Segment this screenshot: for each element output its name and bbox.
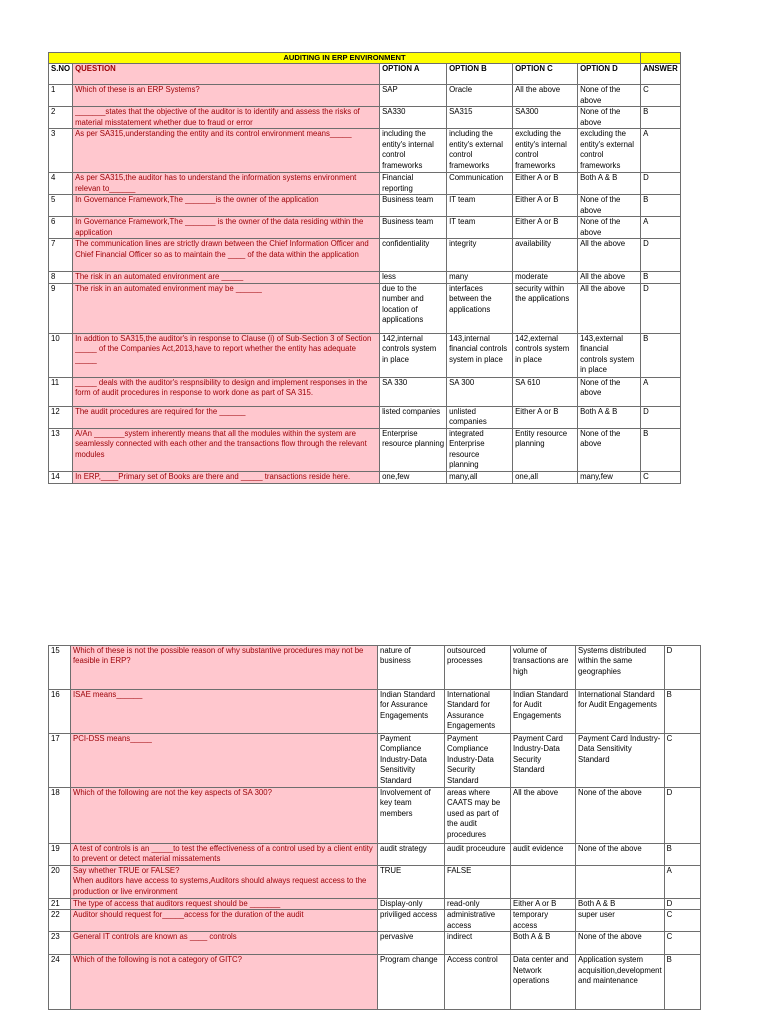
cell-sno[interactable]: 11 — [49, 377, 73, 406]
cell-option-a[interactable]: priviliged access — [378, 910, 445, 932]
cell-question[interactable]: Which of the following are not the key aspects of SA 300? — [71, 788, 378, 844]
cell-option-c[interactable]: Payment Card Industry-Data Security Standard — [511, 734, 576, 788]
cell-option-a[interactable]: Program change — [378, 955, 445, 1010]
cell-question[interactable]: As per SA315,the auditor has to understand the information systems environment relevan to______ — [73, 173, 380, 195]
cell-option-c[interactable]: audit evidence — [511, 844, 576, 866]
cell-option-d[interactable]: None of the above — [576, 844, 665, 866]
cell-option-d[interactable]: excluding the entity's external control frameworks — [578, 129, 641, 173]
table-row — [49, 646, 701, 690]
cell-option-d[interactable] — [576, 866, 665, 899]
cell-question[interactable]: _______states that the objective of the auditor is to identify and assess the risks of material misstatement whether due to fraud or error — [73, 107, 380, 129]
cell-sno[interactable]: 13 — [49, 428, 73, 471]
table-row — [49, 899, 701, 910]
table-row — [49, 272, 681, 283]
cell-option-a[interactable]: due to the number and location of applications — [380, 283, 447, 333]
cell-question[interactable]: Which of the following is not a category of GITC? — [71, 955, 378, 1010]
cell-option-c[interactable] — [511, 866, 576, 899]
table-row — [49, 690, 701, 734]
table-row — [49, 428, 681, 471]
table-row — [49, 844, 701, 866]
cell-option-b[interactable]: IT team — [447, 217, 513, 239]
cell-option-b[interactable]: SA315 — [447, 107, 513, 129]
header-option-d[interactable]: OPTION D — [578, 64, 641, 85]
cell-option-a[interactable]: audit strategy — [378, 844, 445, 866]
cell-answer[interactable]: B — [641, 272, 681, 283]
cell-option-a[interactable]: Business team — [380, 195, 447, 217]
title-fill — [641, 53, 681, 64]
cell-question[interactable]: The type of access that auditors request should be _______ — [71, 899, 378, 910]
cell-option-a[interactable]: Payment Compliance Industry-Data Sensitivity Standard — [378, 734, 445, 788]
cell-option-b[interactable]: IT team — [447, 195, 513, 217]
cell-option-d[interactable]: None of the above — [578, 377, 641, 406]
cell-answer[interactable]: D — [664, 899, 700, 910]
cell-answer[interactable]: D — [664, 788, 700, 844]
cell-question[interactable]: The risk in an automated environment are _____ — [73, 272, 380, 283]
cell-question[interactable]: In addtion to SA315,the auditor's in response to Clause (i) of Sub-Section 3 of Section _____ of the Companies Act,2013,have to report whether the entity has adequate _____ — [73, 333, 380, 377]
cell-sno[interactable]: 2 — [49, 107, 73, 129]
cell-answer[interactable]: A — [641, 377, 681, 406]
cell-option-b[interactable]: many,all — [447, 471, 513, 483]
cell-answer[interactable]: A — [641, 217, 681, 239]
cell-answer[interactable]: B — [641, 428, 681, 471]
table-row — [49, 107, 681, 129]
table-row — [49, 333, 681, 377]
cell-option-a[interactable]: Enterprise resource planning — [380, 428, 447, 471]
cell-question[interactable]: The audit procedures are required for the ______ — [73, 406, 380, 428]
cell-option-d[interactable]: Systems distributed within the same geographies — [576, 646, 665, 690]
cell-sno[interactable]: 8 — [49, 272, 73, 283]
cell-option-b[interactable]: outsourced processes — [445, 646, 511, 690]
cell-option-d[interactable]: Both A & B — [578, 406, 641, 428]
cell-sno[interactable]: 12 — [49, 406, 73, 428]
cell-option-a[interactable]: nature of business — [378, 646, 445, 690]
cell-answer[interactable]: D — [641, 173, 681, 195]
cell-answer[interactable]: B — [664, 844, 700, 866]
cell-option-a[interactable]: confidentiality — [380, 239, 447, 272]
cell-answer[interactable]: C — [664, 932, 700, 955]
cell-option-c[interactable]: volume of transactions are high — [511, 646, 576, 690]
cell-option-a[interactable]: SA 330 — [380, 377, 447, 406]
cell-option-a[interactable]: 142,internal controls system in place — [380, 333, 447, 377]
cell-option-b[interactable]: read-only — [445, 899, 511, 910]
cell-answer[interactable]: D — [664, 646, 700, 690]
cell-option-d[interactable]: None of the above — [576, 932, 665, 955]
cell-option-b[interactable]: SA 300 — [447, 377, 513, 406]
table-row — [49, 195, 681, 217]
cell-option-a[interactable]: pervasive — [378, 932, 445, 955]
table-row — [49, 955, 701, 1010]
header-option-c[interactable]: OPTION C — [513, 64, 578, 85]
table-row — [49, 173, 681, 195]
cell-question[interactable]: Which of these is an ERP Systems? — [73, 85, 380, 107]
cell-sno[interactable]: 15 — [49, 646, 71, 690]
cell-option-b[interactable]: Access control — [445, 955, 511, 1010]
cell-option-d[interactable]: None of the above — [578, 195, 641, 217]
cell-option-c[interactable]: 142,external controls system in place — [513, 333, 578, 377]
cell-option-b[interactable]: 143,internal financial controls system in place — [447, 333, 513, 377]
header-sno[interactable]: S.NO — [49, 64, 73, 85]
cell-option-b[interactable]: Payment Compliance Industry-Data Security Standard — [445, 734, 511, 788]
header-answer[interactable]: ANSWER — [641, 64, 681, 85]
table-row — [49, 217, 681, 239]
cell-option-c[interactable]: one,all — [513, 471, 578, 483]
cell-option-a[interactable]: listed companies — [380, 406, 447, 428]
question-table-part2 — [48, 645, 701, 1010]
cell-option-c[interactable]: moderate — [513, 272, 578, 283]
cell-sno[interactable]: 10 — [49, 333, 73, 377]
cell-option-b[interactable]: integrity — [447, 239, 513, 272]
table-row — [49, 377, 681, 406]
cell-question[interactable]: ISAE means______ — [71, 690, 378, 734]
cell-answer[interactable]: C — [641, 85, 681, 107]
cell-option-a[interactable]: including the entity's internal control frameworks — [380, 129, 447, 173]
cell-option-a[interactable]: one,few — [380, 471, 447, 483]
cell-option-a[interactable]: Financial reporting — [380, 173, 447, 195]
header-option-b[interactable]: OPTION B — [447, 64, 513, 85]
cell-option-b[interactable]: including the entity's external control frameworks — [447, 129, 513, 173]
cell-option-d[interactable]: None of the above — [578, 85, 641, 107]
cell-answer[interactable]: D — [641, 283, 681, 333]
cell-sno[interactable]: 22 — [49, 910, 71, 932]
cell-question[interactable]: In Governance Framework,The _______ is the owner of the data residing within the application — [73, 217, 380, 239]
cell-option-d[interactable]: many,few — [578, 471, 641, 483]
cell-option-a[interactable]: Display-only — [378, 899, 445, 910]
cell-question[interactable]: A/An _______system inherently means that all the modules within the system are seamlessly connected with each other and the transactions flow through the relevant modules — [73, 428, 380, 471]
cell-sno[interactable]: 14 — [49, 471, 73, 483]
cell-option-d[interactable]: All the above — [578, 239, 641, 272]
cell-answer[interactable]: C — [664, 734, 700, 788]
cell-option-b[interactable]: interfaces between the applications — [447, 283, 513, 333]
cell-sno[interactable]: 16 — [49, 690, 71, 734]
cell-option-b[interactable]: many — [447, 272, 513, 283]
cell-option-d[interactable]: None of the above — [578, 217, 641, 239]
cell-sno[interactable]: 9 — [49, 283, 73, 333]
cell-sno[interactable]: 19 — [49, 844, 71, 866]
cell-question[interactable]: Auditor should request for_____access for the duration of the audit — [71, 910, 378, 932]
cell-option-d[interactable]: None of the above — [578, 428, 641, 471]
cell-question[interactable]: A test of controls is an _____to test the effectiveness of a control used by a client entity to prevent or detect material missatements — [71, 844, 378, 866]
cell-sno[interactable]: 3 — [49, 129, 73, 173]
cell-option-c[interactable]: Either A or B — [513, 217, 578, 239]
cell-answer[interactable]: D — [641, 239, 681, 272]
cell-option-b[interactable]: audit proceudure — [445, 844, 511, 866]
cell-option-b[interactable]: Oracle — [447, 85, 513, 107]
cell-answer[interactable]: C — [664, 910, 700, 932]
cell-option-d[interactable]: 143,external financial controls system in place — [578, 333, 641, 377]
cell-option-a[interactable]: Involvement of key team members — [378, 788, 445, 844]
cell-option-b[interactable]: FALSE — [445, 866, 511, 899]
cell-option-d[interactable]: None of the above — [578, 107, 641, 129]
cell-sno[interactable]: 24 — [49, 955, 71, 1010]
cell-option-c[interactable]: Either A or B — [513, 195, 578, 217]
cell-option-b[interactable]: areas where CAATS may be used as part of the audit procedures — [445, 788, 511, 844]
cell-sno[interactable]: 20 — [49, 866, 71, 899]
cell-question[interactable]: The communication lines are strictly drawn between the Chief Information Officer and Chief Financial Officer so as to maintain the ____ of the data within the application — [73, 239, 380, 272]
cell-answer[interactable]: B — [664, 955, 700, 1010]
cell-answer[interactable]: B — [641, 195, 681, 217]
table-row — [49, 734, 701, 788]
cell-option-a[interactable]: SA330 — [380, 107, 447, 129]
cell-option-c[interactable]: All the above — [511, 788, 576, 844]
cell-question[interactable]: General IT controls are known as ____ controls — [71, 932, 378, 955]
cell-option-c[interactable]: Both A & B — [511, 932, 576, 955]
cell-option-c[interactable]: Either A or B — [513, 173, 578, 195]
cell-option-a[interactable]: Indian Standard for Assurance Engagements — [378, 690, 445, 734]
cell-answer[interactable]: B — [641, 107, 681, 129]
header-option-a[interactable]: OPTION A — [380, 64, 447, 85]
cell-answer[interactable]: B — [641, 333, 681, 377]
cell-option-c[interactable]: SA 610 — [513, 377, 578, 406]
cell-option-b[interactable]: unlisted companies — [447, 406, 513, 428]
cell-option-b[interactable]: indirect — [445, 932, 511, 955]
cell-option-a[interactable]: less — [380, 272, 447, 283]
cell-option-c[interactable]: excluding the entity's internal control frameworks — [513, 129, 578, 173]
cell-question[interactable]: In ERP,____Primary set of Books are there and _____ transactions reside here. — [73, 471, 380, 483]
cell-question[interactable]: Say whether TRUE or FALSE? When auditors have access to systems,Auditors should always request access to the production or live environment — [71, 866, 378, 899]
header-row — [49, 64, 681, 85]
cell-option-a[interactable]: Business team — [380, 217, 447, 239]
cell-sno[interactable]: 18 — [49, 788, 71, 844]
cell-option-c[interactable]: Entity resource planning — [513, 428, 578, 471]
table-row — [49, 788, 701, 844]
cell-option-d[interactable]: Payment Card Industry-Data Sensitivity Standard — [576, 734, 665, 788]
cell-sno[interactable]: 17 — [49, 734, 71, 788]
cell-option-c[interactable]: security within the applications — [513, 283, 578, 333]
table-row — [49, 283, 681, 333]
cell-option-c[interactable]: SA300 — [513, 107, 578, 129]
cell-option-d[interactable]: Both A & B — [576, 899, 665, 910]
table-row — [49, 406, 681, 428]
cell-sno[interactable]: 7 — [49, 239, 73, 272]
cell-option-c[interactable]: Indian Standard for Audit Engagements — [511, 690, 576, 734]
table-row — [49, 932, 701, 955]
table-row — [49, 85, 681, 107]
cell-sno[interactable]: 23 — [49, 932, 71, 955]
cell-question[interactable]: Which of these is not the possible reason of why substantive procedures may not be feasible in ERP? — [71, 646, 378, 690]
cell-option-d[interactable]: super user — [576, 910, 665, 932]
question-table-part1 — [48, 52, 681, 484]
cell-option-d[interactable]: None of the above — [576, 788, 665, 844]
cell-question[interactable]: As per SA315,understanding the entity and its control environment means_____ — [73, 129, 380, 173]
cell-option-b[interactable]: Communication — [447, 173, 513, 195]
cell-option-b[interactable]: administrative access — [445, 910, 511, 932]
cell-option-a[interactable]: TRUE — [378, 866, 445, 899]
cell-sno[interactable]: 21 — [49, 899, 71, 910]
cell-option-d[interactable]: Both A & B — [578, 173, 641, 195]
table-row — [49, 910, 701, 932]
cell-option-b[interactable]: International Standard for Assurance Engagements — [445, 690, 511, 734]
cell-option-b[interactable]: integrated Enterprise resource planning — [447, 428, 513, 471]
cell-answer[interactable]: B — [664, 690, 700, 734]
sheet-title: AUDITING IN ERP ENVIRONMENT — [49, 53, 641, 64]
cell-option-c[interactable]: All the above — [513, 85, 578, 107]
cell-option-a[interactable]: SAP — [380, 85, 447, 107]
table-row — [49, 471, 681, 483]
cell-question[interactable]: PCI-DSS means_____ — [71, 734, 378, 788]
cell-option-d[interactable]: All the above — [578, 283, 641, 333]
table-row — [49, 129, 681, 173]
cell-answer[interactable]: C — [641, 471, 681, 483]
cell-option-d[interactable]: International Standard for Audit Engagements — [576, 690, 665, 734]
cell-answer[interactable]: A — [664, 866, 700, 899]
cell-option-d[interactable]: All the above — [578, 272, 641, 283]
cell-option-c[interactable]: availability — [513, 239, 578, 272]
cell-sno[interactable]: 5 — [49, 195, 73, 217]
cell-question[interactable]: The risk in an automated environment may be ______ — [73, 283, 380, 333]
cell-question[interactable]: In Governance Framework,The _______is the owner of the application — [73, 195, 380, 217]
cell-option-c[interactable]: temporary access — [511, 910, 576, 932]
cell-sno[interactable]: 6 — [49, 217, 73, 239]
table-row — [49, 239, 681, 272]
cell-option-c[interactable]: Either A or B — [511, 899, 576, 910]
cell-sno[interactable]: 4 — [49, 173, 73, 195]
cell-option-d[interactable]: Application system acquisition,development and maintenance — [576, 955, 665, 1010]
cell-option-c[interactable]: Data center and Network operations — [511, 955, 576, 1010]
table-row — [49, 866, 701, 899]
header-question[interactable]: QUESTION — [73, 64, 380, 85]
cell-sno[interactable]: 1 — [49, 85, 73, 107]
cell-option-c[interactable]: Either A or B — [513, 406, 578, 428]
cell-answer[interactable]: D — [641, 406, 681, 428]
cell-question[interactable]: _____ deals with the auditor's respnsibility to design and implement responses in the form of audit procedures in response to work done as part of SA 315. — [73, 377, 380, 406]
cell-answer[interactable]: A — [641, 129, 681, 173]
